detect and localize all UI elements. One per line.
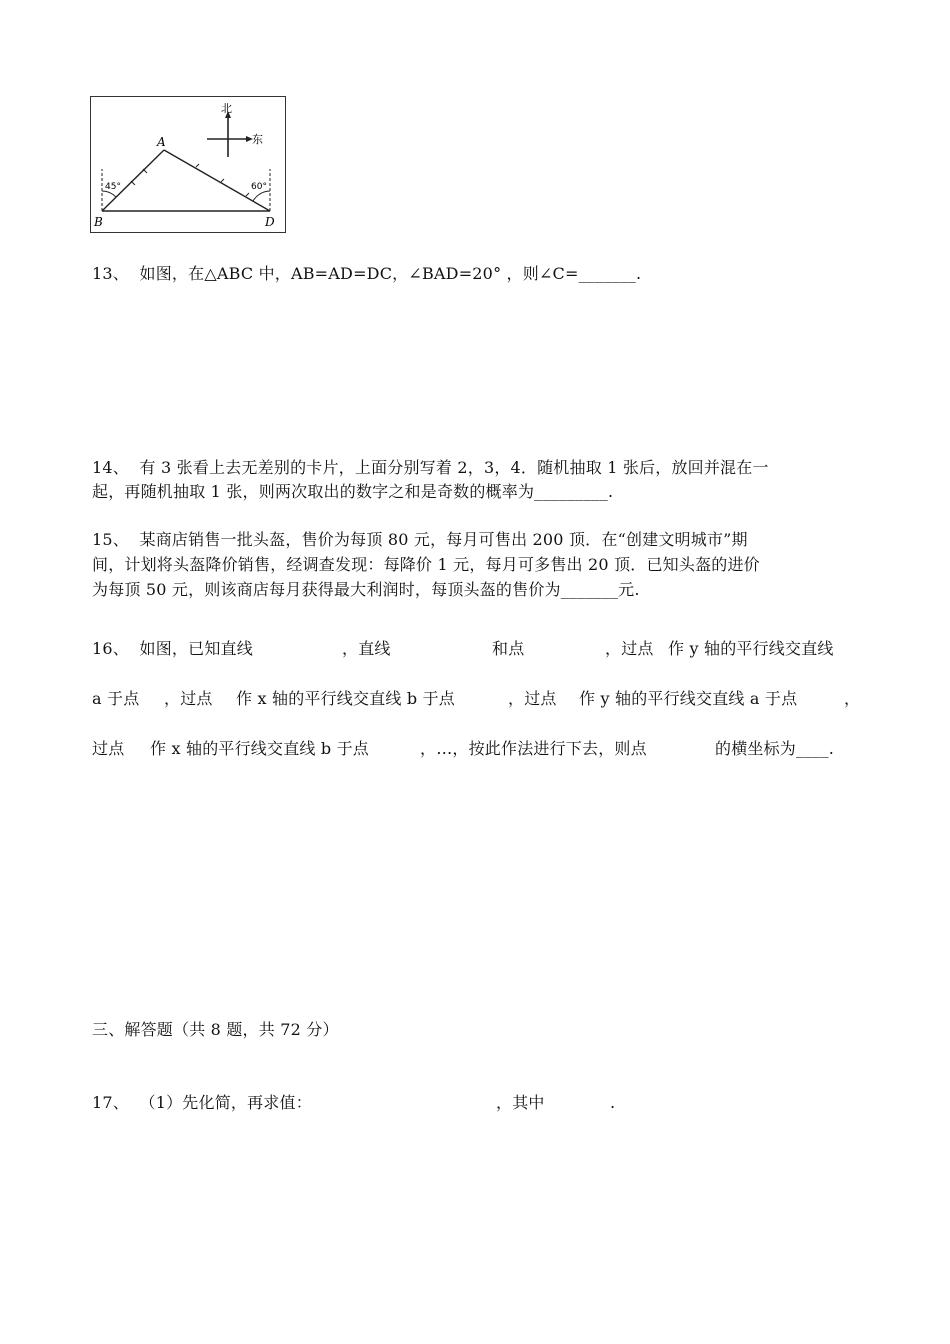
compass-triangle-figure [90, 96, 286, 233]
question-15-line-2: 间，计划将头盔降价销售，经调查发现：每降价 1 元，每月可多售出 20 顶．已知头盔的进价 [92, 555, 760, 574]
q16-l1-seg-4: ，过点 [605, 639, 654, 658]
point-d-label: D [265, 215, 275, 229]
q16-l2-seg-1: a 于点 [92, 689, 140, 708]
question-16-line-3 [92, 739, 835, 839]
q17-seg-3: . [610, 1093, 616, 1112]
east-label: 东 [252, 133, 263, 146]
q16-l1-seg-2: ，直线 [342, 639, 391, 658]
q16-l1-seg-3: 和点 [492, 639, 525, 658]
side-ticks [131, 164, 249, 196]
question-15-line-1: 15、 某商店销售一批头盔，售价为每顶 80 元，每月可售出 200 顶．在“创建文明城市”期 [92, 530, 748, 549]
q16-l3-seg-4: 的横坐标为____. [715, 739, 835, 758]
side-ab [102, 150, 164, 211]
point-b-label: B [94, 215, 103, 229]
question-14-line-1: 14、 有 3 张看上去无差别的卡片，上面分别写着 2，3，4．随机抽取 1 张后，放回并混在一 [92, 458, 769, 477]
section-3-heading: 三、解答题（共 8 题，共 72 分） [92, 1020, 339, 1039]
q16-l3-seg-2: 作 x 轴的平行线交直线 b 于点 [150, 739, 370, 758]
q16-l2-seg-6: ， [844, 689, 861, 708]
question-15-line-3: 为每顶 50 元，则该商店每月获得最大利润时，每顶头盔的售价为_______元. [92, 580, 640, 599]
question-17 [92, 1093, 616, 1173]
question-13: 13、 如图，在△ABC 中，AB=AD=DC，∠BAD=20° ，则∠C=_______. [92, 264, 642, 283]
q16-l1-seg-1: 16、 如图，已知直线 [92, 639, 253, 658]
q16-l2-seg-2: ，过点 [164, 689, 213, 708]
q16-l3-seg-3: ，…，按此作法进行下去，则点 [420, 739, 647, 758]
angle-b-label: 45° [105, 182, 121, 192]
north-label: 北 [221, 102, 232, 115]
q16-l1-seg-5: 作 y 轴的平行线交直线 [668, 639, 834, 658]
q17-seg-2: ，其中 [496, 1093, 545, 1112]
point-a-label: A [157, 135, 166, 149]
q16-l2-seg-4: ，过点 [508, 689, 557, 708]
q16-l2-seg-5: 作 y 轴的平行线交直线 a 于点 [579, 689, 798, 708]
triangle-diagram [91, 97, 287, 234]
angle-d-label: 60° [251, 182, 267, 192]
q17-seg-1: 17、 （1）先化简，再求值： [92, 1093, 312, 1112]
angle-arc-d [253, 191, 270, 201]
question-14-line-2: 起，再随机抽取 1 张，则两次取出的数字之和是奇数的概率为_________. [92, 482, 614, 501]
side-ad [164, 150, 270, 211]
q16-l2-seg-3: 作 x 轴的平行线交直线 b 于点 [236, 689, 456, 708]
q16-l3-seg-1: 过点 [92, 739, 125, 758]
